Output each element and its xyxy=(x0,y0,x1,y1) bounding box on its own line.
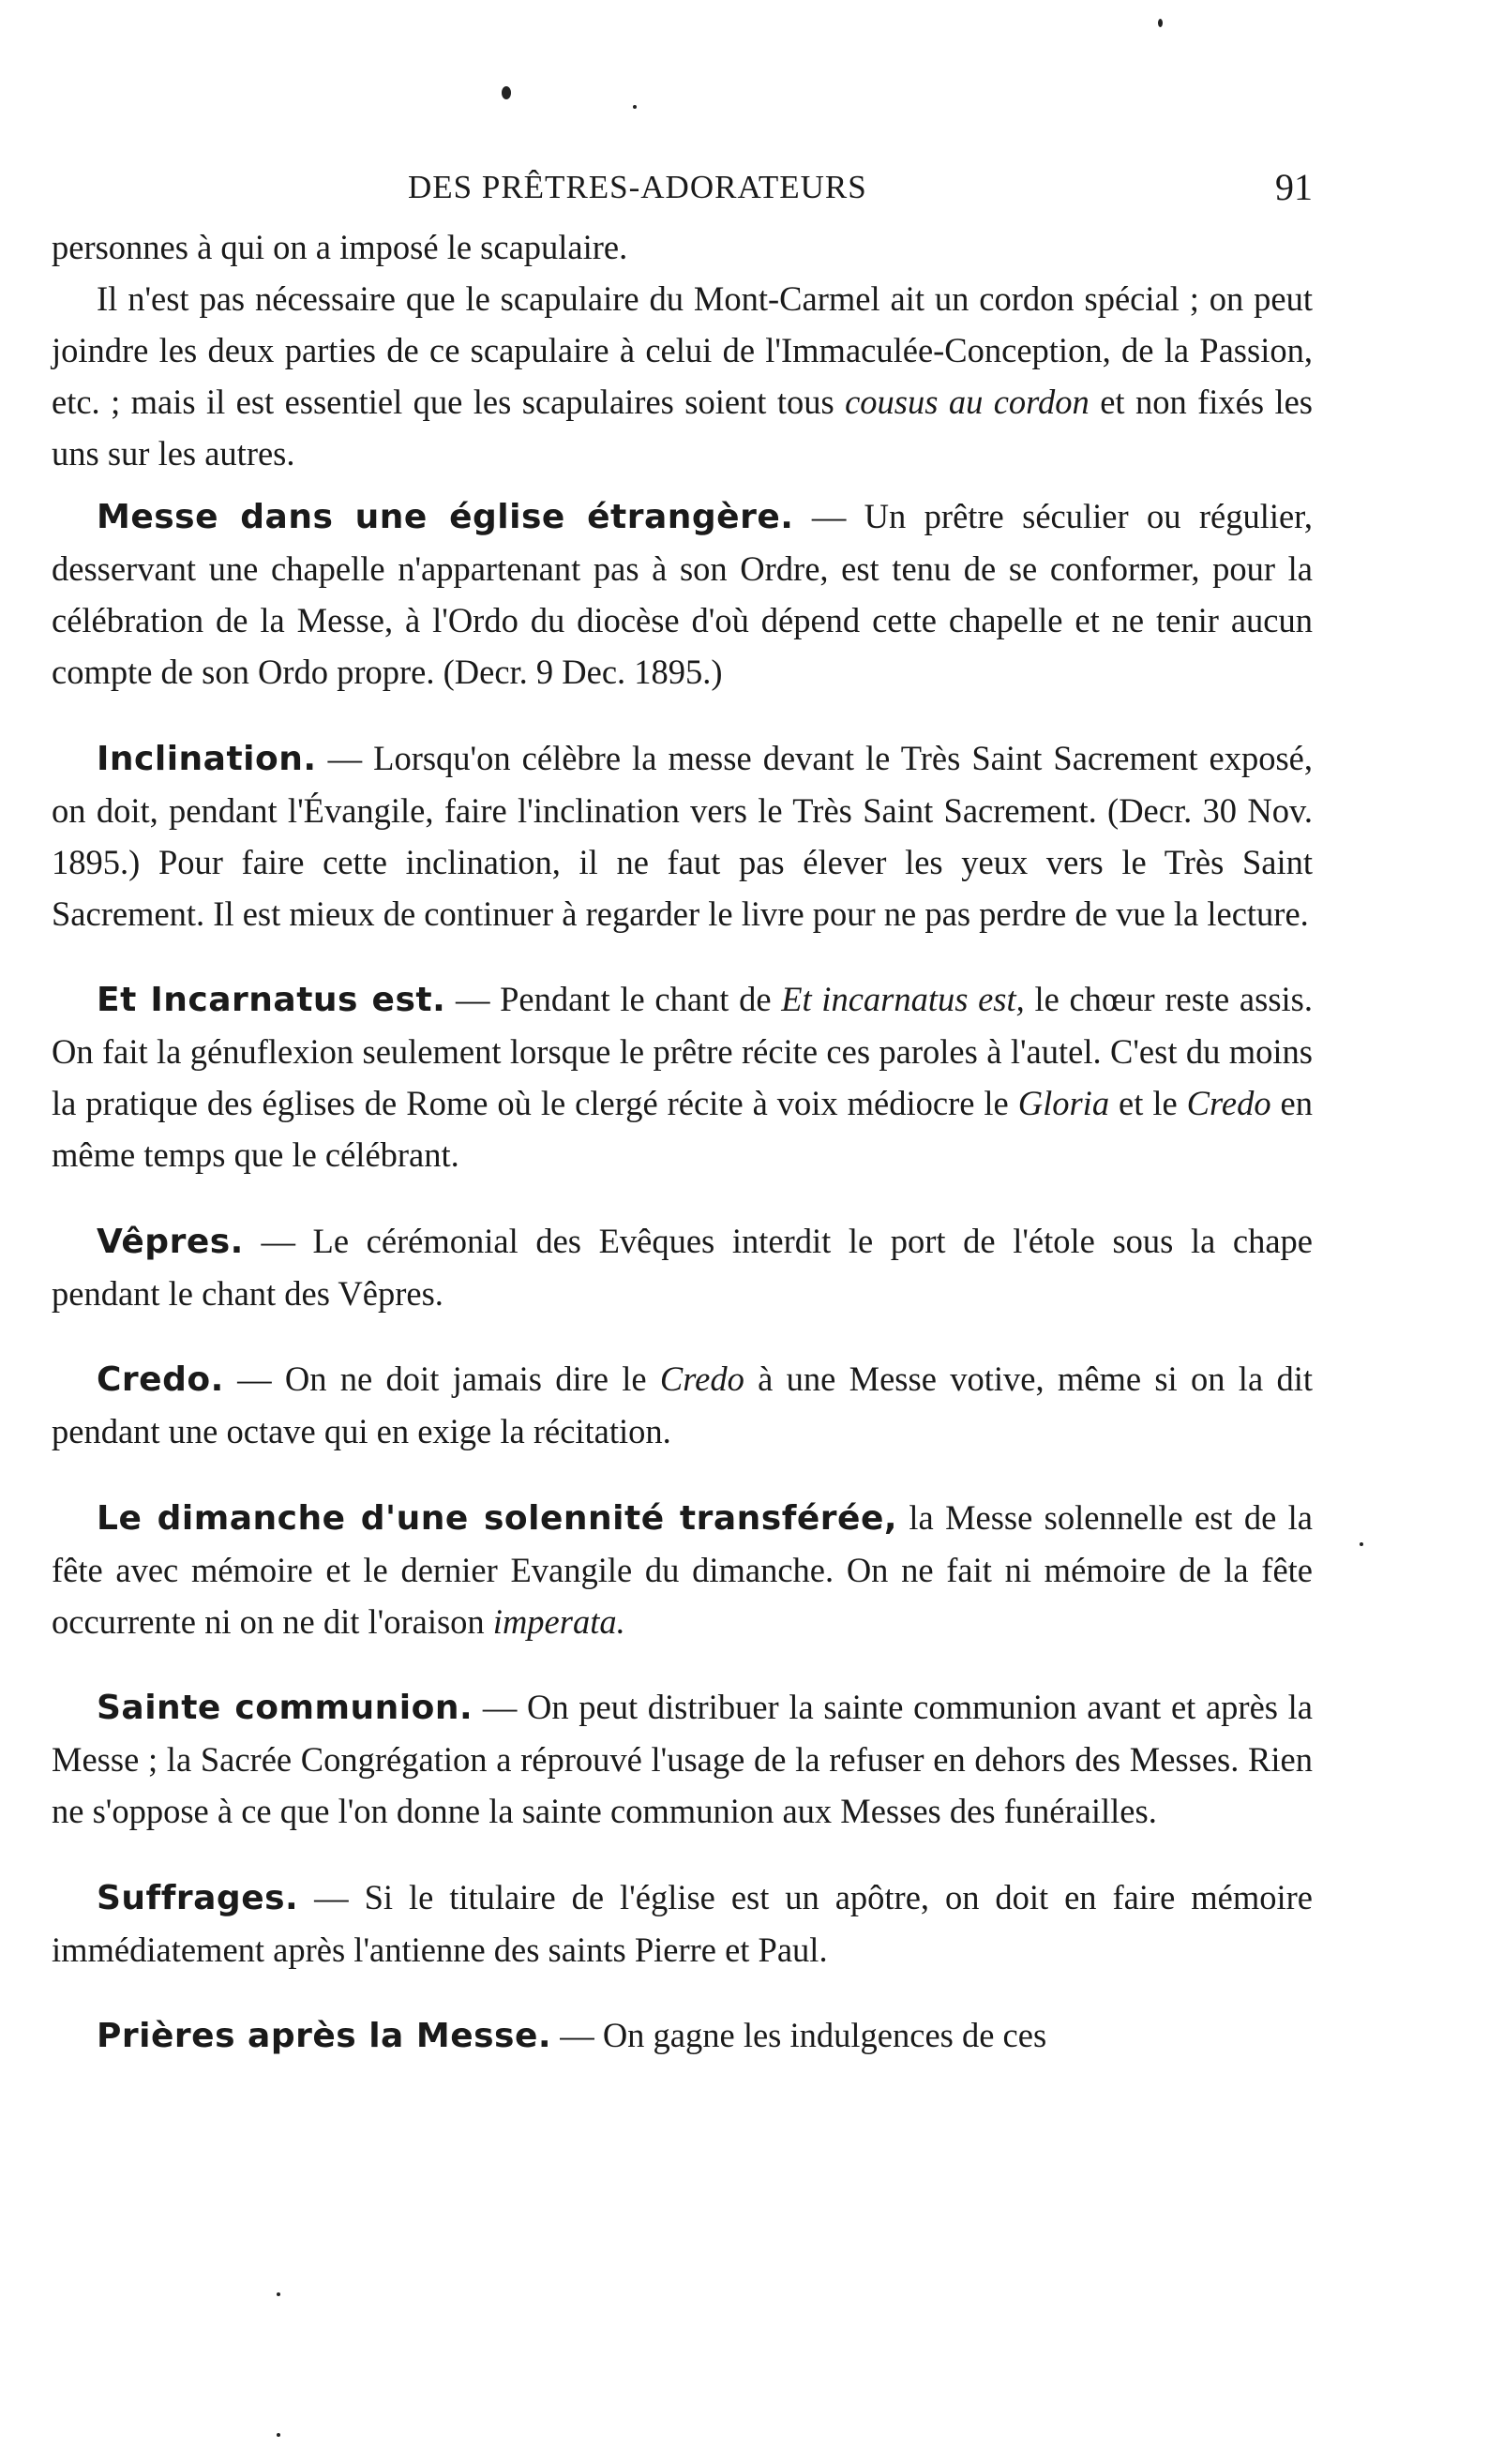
section-incarnatus: Et Incarnatus est. — Pendant le chant de Et incarnatus est, le chœur reste assis. On fait la génuflexion seulement lorsque le prêtre récite ces paroles à l'autel. C'est du moins la pratique des églises de Rome où le clergé récite à voix médiocre le Gloria et le Credo en même temps que le célébrant. xyxy=(52,980,1313,1174)
section-prieres xyxy=(52,2009,1313,2062)
section-heading: Sainte communion. xyxy=(97,1689,473,1727)
ink-speck xyxy=(277,2292,280,2296)
section-text: — Le cérémonial des Evêques interdit le port de l'étole sous la chape pendant le chant des Vêpres. xyxy=(52,1221,1313,1313)
scapular-paragraph: Il n'est pas nécessaire que le scapulaire du Mont-Carmel ait un cordon spécial ; on peut joindre les deux parties de ce scapulaire à celui de l'Immaculée-Conception, de la Passion, etc. ; mais il est essentiel que les scapulaires soient tous cousus au cordon et non fixés les uns sur les autres. xyxy=(52,279,1313,473)
section-inclination xyxy=(52,732,1313,939)
section-heading: Et Incarnatus est. xyxy=(97,981,446,1019)
section-suffrages xyxy=(52,1871,1313,1976)
ink-speck xyxy=(277,2433,280,2437)
page-number: 91 xyxy=(1275,166,1313,208)
section-heading: Messe dans une église étrangère. xyxy=(97,498,794,536)
section-text: — On peut distribuer la sainte communion avant et après la Messe ; la Sacrée Congrégation a réprouvé l'usage de la refuser en dehors des Messes. Rien ne s'oppose à ce que l'on donne la sainte communion aux Messes des funérailles. xyxy=(52,1688,1313,1830)
section-heading: Credo. xyxy=(97,1360,224,1399)
page-body xyxy=(52,221,1313,2096)
section-heading: Inclination. xyxy=(97,739,317,778)
page-header xyxy=(52,166,1313,216)
section-dimanche: Le dimanche d'une solennité transférée, la Messe solennelle est de la fête avec mémoire et le dernier Evangile du dimanche. On ne fait ni mémoire de la fête occurrente ni on ne dit l'oraison imperata. xyxy=(52,1497,1314,1641)
section-heading: Suffrages. xyxy=(97,1878,299,1917)
section-text: — On gagne les indulgences de ces xyxy=(551,2016,1047,2054)
section-vepres xyxy=(52,1215,1313,1319)
section-communion xyxy=(52,1681,1313,1837)
section-heading: Prières après la Messe. xyxy=(97,2017,552,2055)
section-credo: Credo. — On ne doit jamais dire le Credo à une Messe votive, même si on la dit pendant une octave qui en exige la récitation. xyxy=(52,1360,1313,1450)
section-text: — Lorsqu'on célèbre la messe devant le Très Saint Sacrement exposé, on doit, pendant l'Évangile, faire l'inclination vers le Très Saint Sacrement. (Decr. 30 Nov. 1895.) Pour faire cette inclination, il ne faut pas élever les yeux vers le Très Saint Sacrement. Il est mieux de continuer à regarder le livre pour ne pas perdre de vue la lecture. xyxy=(52,738,1313,933)
section-text: — Un prêtre séculier ou régulier, desservant une chapelle n'appartenant pas à son Ordre, est tenu de se conformer, pour la célébration de la Messe, à l'Ordo du diocèse d'où dépend cette chapelle et ne tenir aucun compte de son Ordo propre. (Decr. 9 Dec. 1895.) xyxy=(52,497,1314,691)
section-heading: Vêpres. xyxy=(97,1222,244,1261)
ink-speck xyxy=(1360,1542,1363,1546)
section-messe xyxy=(52,490,1313,698)
section-heading: Le dimanche d'une solennité transférée, xyxy=(97,1498,898,1538)
intro-continuation: personnes à qui on a imposé le scapulaire. xyxy=(52,228,628,266)
book-page xyxy=(52,0,1313,2464)
running-head: DES PRÊTRES-ADORATEURS xyxy=(408,169,867,205)
section-text: — Si le titulaire de l'église est un apôtre, on doit en faire mémoire immédiatement après l'antienne des saints Pierre et Paul. xyxy=(52,1877,1313,1969)
